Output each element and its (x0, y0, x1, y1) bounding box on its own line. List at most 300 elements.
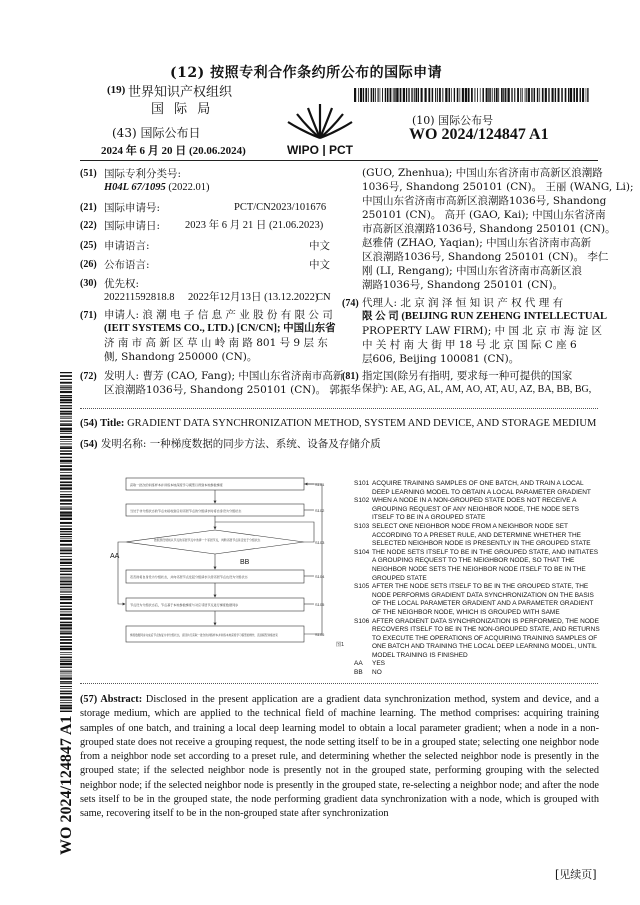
legend-value: ACQUIRE TRAINING SAMPLES OF ONE BATCH, AND TRAIN A LOCAL DEEP LEARNING MODEL TO OBTAIN A LOCAL PARAMETER GRADIENT (372, 480, 591, 496)
legend-value: THE NODE SETS ITSELF TO BE IN THE GROUPED STATE, AND INITIATES A GROUPING REQUEST TO THE NEIGHBOR NODE, SO THAT THE NEIGHBOR NODE SETS THE NEIGHBOR NODE ITSELF TO BE IN THE GROUPED STATE (372, 548, 599, 582)
barcode-bar (60, 413, 72, 415)
barcode-bar (442, 88, 443, 102)
barcode-bar (60, 696, 72, 698)
barcode-bar (471, 88, 473, 102)
barcode-bar (468, 88, 470, 102)
barcode-bar (60, 671, 72, 672)
barcode-bar (565, 88, 567, 102)
barcode-bar (60, 526, 72, 527)
barcode-bar (394, 88, 395, 102)
barcode-bar (451, 88, 452, 102)
barcode-bar (432, 88, 434, 102)
barcode-bar (60, 693, 72, 695)
publication-date: 2024 年 6 月 20 日 (20.06.2024) (101, 145, 246, 157)
publication-date-label: (43) 国际公布日 (112, 126, 201, 140)
legend-entry (354, 497, 602, 523)
barcode-bar (60, 468, 72, 470)
barcode-bar (380, 88, 381, 102)
barcode-bar (503, 88, 504, 102)
barcode-bar (60, 700, 72, 701)
barcode-bar (60, 676, 72, 677)
barcode-bar (60, 606, 72, 607)
barcode-bar (60, 475, 72, 477)
application-number: PCT/CN2023/101676 (234, 202, 327, 213)
barcode-bar (60, 423, 72, 424)
legend-entry (354, 618, 602, 661)
barcode-bar (418, 88, 419, 102)
barcode-bar (539, 88, 540, 102)
inventor-line: 250101 (CN)。 高开 (GAO, Kai); 中国山东省济南 (362, 209, 606, 221)
inventor-line: 赵雅倩 (ZHAO, Yaqian); 中国山东省济南市高新 (362, 237, 592, 249)
barcode-bar (60, 428, 72, 430)
barcode-bar (545, 88, 547, 102)
barcode-bar (517, 88, 519, 102)
barcode-bar (573, 88, 575, 102)
barcode-bar (371, 88, 372, 102)
flow-box-text: 按照预设规则从节点的邻居节点中选择一个邻居节点，判断邻居节点是否处于分组状态 (154, 538, 261, 542)
barcode-bar (60, 397, 72, 398)
applicant-line: 济 南 市 高 新 区 草 山 岭 南 路 801 号 9 层 东 (104, 337, 328, 349)
barcode-bar (373, 88, 374, 102)
barcode-bar (492, 88, 493, 102)
barcode-bar (425, 88, 427, 102)
field-25-label: 申请语言: (104, 240, 150, 252)
field-81-number: (81) (342, 371, 359, 382)
barcode-bar (393, 88, 394, 102)
barcode-bar (60, 421, 72, 422)
title-cn-text: 一种梯度数据的同步方法、系统、设备及存储介质 (149, 438, 381, 450)
barcode-bar (60, 577, 72, 578)
field-26-label: 公布语言: (104, 259, 150, 271)
figure-legend (354, 480, 602, 678)
legend-entry (354, 549, 602, 583)
barcode-bar (60, 544, 72, 546)
inventor-line: 市高新区浪潮路1036号, Shandong 250101 (CN)。 (362, 223, 616, 235)
barcode-bar (60, 411, 72, 413)
abstract-text: Disclosed in the present application are a gradient data synchronization method, system and device, and a storage medium, which are applied to the technical field of machine learning. The method comprises: acquiring training samples of one batch, and training a local deep learning model to obtain a local parameter gradient; when a node in a non-grouped state does not receive a grouping request, the node setting itself to be in a grouped state; selecting one neighbor node from a neighbor node set according to a preset rule, and determining whether the selected neighbor node is presently in the grouped state; if the selected neighbor node is presently not in the grouped state, performing grouping with the selected neighbor node; if the selected neighbor node is presently in the grouped state, re-selecting a neighbor node; and after the node sets itself to be in the grouped state, the node performing gradient data synchronization with a node, which is grouped with same, recovering itself to be in the non-grouped state after synchronization (80, 694, 599, 820)
field-21-label: 国际申请号: (104, 202, 161, 214)
field-21-number: (21) (80, 202, 97, 213)
barcode-bar (60, 463, 72, 464)
barcode-bar (416, 88, 418, 102)
barcode-bar (60, 688, 72, 689)
barcode-bar (60, 491, 72, 492)
agent-line: 限 公 司 (BEIJING RUN ZEHENG INTELLECTUAL (362, 311, 608, 322)
barcode-bar (60, 599, 72, 601)
barcode-bar (526, 88, 527, 102)
barcode-bar (60, 387, 72, 388)
barcode-bar (445, 88, 447, 102)
legend-key: S102 (354, 497, 370, 505)
barcode-bar (60, 652, 72, 653)
barcode-bar (396, 88, 398, 102)
chinese-title-line (80, 436, 381, 451)
barcode-bar (428, 88, 430, 102)
barcode-bar (60, 571, 72, 572)
legend-entry (354, 480, 602, 497)
barcode-bar (390, 88, 392, 102)
barcode-bar (60, 496, 72, 498)
org-field-number: (19) (107, 84, 126, 96)
barcode-bar (548, 88, 549, 102)
barcode-bar (488, 88, 489, 102)
barcode-bar (60, 465, 72, 467)
barcode-bar (60, 574, 72, 576)
inventor-line: 中国山东省济南市高新区浪潮路1036号, Shandong (362, 195, 607, 207)
barcode-bar (555, 88, 556, 102)
barcode-bar (400, 88, 402, 102)
barcode-bar (60, 670, 72, 671)
legend-entry (354, 583, 602, 617)
agent-line: 层606, Beijing 100081 (CN)。 (362, 353, 520, 365)
barcode-bar (534, 88, 535, 102)
barcode-bar (60, 538, 72, 539)
barcode-bar (60, 446, 72, 447)
barcode-bar (525, 88, 526, 102)
legend-value: NO (372, 669, 382, 677)
barcode-bar (60, 686, 72, 687)
barcode-bar (60, 674, 72, 675)
barcode-bar (60, 418, 72, 419)
inventor-line: 区浪潮路1036号, Shandong 250101 (CN)。 郭振华 (104, 384, 361, 396)
field-26-number: (26) (80, 259, 97, 270)
barcode-bar (60, 627, 72, 629)
barcode-bar (60, 436, 72, 438)
title-en-number: (54) (80, 418, 98, 429)
legend-value: SELECT ONE NEIGHBOR NODE FROM A NEIGHBOR NODE SET ACCORDING TO A PRESET RULE, AND DETERMINE WHETHER THE SELECTED NEIGHBOR NODE IS PRESENTLY IN THE GROUPED STATE (372, 522, 591, 548)
barcode-bar (459, 88, 460, 102)
legend-key: S101 (354, 480, 370, 487)
field-74-number: (74) (342, 298, 359, 309)
barcode-bar (505, 88, 506, 102)
barcode-bar (60, 683, 72, 684)
barcode-bar (60, 587, 72, 589)
side-publication-number (58, 710, 78, 855)
barcode-bar (375, 88, 376, 102)
barcode-bar (60, 646, 72, 648)
field-51-label: 国际专利分类号: (104, 168, 182, 180)
barcode-bar (494, 88, 495, 102)
barcode-bar (60, 608, 72, 610)
designated-line: 保护): AE, AG, AL, AM, AO, AT, AU, AZ, BA, BB, BG, (362, 384, 592, 395)
header-rule (80, 160, 598, 161)
barcode-bar (60, 375, 72, 377)
barcode-bar (570, 88, 572, 102)
inventor-line: 发明人: 曹芳 (CAO, Fang); 中国山东省济南市高新 (104, 370, 344, 382)
barcode-bar (60, 596, 72, 598)
figure-number: 图1 (336, 642, 345, 648)
barcode-bar (60, 477, 72, 479)
barcode-bar (587, 88, 588, 102)
barcode-bar (448, 88, 450, 102)
barcode-bar (507, 88, 509, 102)
barcode-bar (60, 389, 72, 390)
barcode-bar (480, 88, 481, 102)
barcode-bar (387, 88, 389, 102)
flow-diamond-s103 (126, 530, 304, 554)
barcode-bar (60, 508, 72, 509)
barcode-bar (465, 88, 467, 102)
step-label: S106 (315, 632, 325, 637)
barcode-bar (60, 514, 72, 516)
barcode-bar (60, 447, 72, 449)
barcode-bar (528, 88, 530, 102)
barcode-bar (60, 624, 72, 626)
barcode-bar (60, 579, 72, 580)
barcode-bar (60, 536, 72, 537)
title-en-label: Title: (100, 418, 125, 429)
legend-key: S103 (354, 522, 370, 530)
step-label: S102 (315, 508, 325, 513)
logo-text: WIPO | PCT (286, 143, 354, 156)
designated-line: 指定国(除另有指明, 要求每一种可提供的国家 (362, 370, 573, 382)
application-date: 2023 年 6 月 21 日 (21.06.2023) (185, 220, 324, 231)
barcode-bar (462, 88, 464, 102)
barcode-bar (457, 88, 459, 102)
step-label: S101 (315, 482, 325, 487)
barcode-bar (60, 705, 72, 707)
inventor-continued-block (362, 166, 634, 292)
barcode-bar (60, 494, 72, 495)
barcode-bar (60, 636, 72, 638)
legend-key: BB (354, 669, 363, 677)
barcode-bar (60, 614, 72, 616)
barcode-bar (582, 88, 584, 102)
barcode-bar (60, 639, 72, 641)
continued-on-next-page: [见续页] (555, 868, 597, 881)
barcode-bar (60, 430, 72, 432)
barcode-bar (477, 88, 478, 102)
barcode-bar (60, 402, 72, 403)
barcode-bar (531, 88, 532, 102)
barcode-bar (520, 88, 521, 102)
barcode-bar (60, 654, 72, 655)
agent-block (362, 296, 608, 366)
field-30-label: 优先权: (104, 278, 140, 290)
barcode-bar (60, 424, 72, 426)
barcode-bar (60, 457, 72, 458)
barcode-bar (60, 472, 72, 473)
title-cn-label: 发明名称: (100, 438, 147, 450)
barcode-bar (60, 391, 72, 393)
english-title-line (80, 418, 596, 429)
barcode-bar (406, 88, 407, 102)
barcode-bar (60, 522, 72, 524)
priority-date: 2022年12月13日 (13.12.2022) (188, 292, 319, 303)
barcode-bar (60, 562, 72, 564)
flow-box-text: 梯度数据同步完成后节点恢复为非分组状态，返回执行获取一批次的训练样本并训练本地深度学习模型的操作，直到模型训练结束 (130, 634, 278, 637)
barcode-bar (60, 499, 72, 501)
barcode-bar (522, 88, 523, 102)
wipo-pct-logo (270, 100, 370, 156)
barcode-bar (378, 88, 379, 102)
barcode-bar (60, 568, 72, 570)
inventor-line: 1036号, Shandong 250101 (CN)。 王丽 (WANG, Li); (362, 181, 634, 193)
flow-box-text: 若否则将自身设为分组状态，并向邻居节点发起分组请求以使邻居节点也设为分组状态 (130, 575, 248, 579)
barcode-bar (496, 88, 498, 102)
barcode-bar (60, 518, 72, 520)
agent-line: 中 关 村 南 大 街 甲 18 号 北 京 国 际 C 座 6 (362, 339, 577, 351)
title-cn-number: (54) (80, 439, 98, 450)
field-25-number: (25) (80, 240, 97, 251)
barcode-bar (60, 602, 72, 604)
barcode-bar (454, 88, 455, 102)
barcode-bar (60, 534, 72, 535)
barcode-bar (498, 88, 499, 102)
barcode-bar (60, 583, 72, 585)
barcode-bar (60, 531, 72, 532)
inventor-line: 区浪潮路1036号, Shandong 250101 (CN)。 李仁 (362, 251, 609, 263)
legend-value: AFTER GRADIENT DATA SYNCHRONIZATION IS PERFORMED, THE NODE RECOVERS ITSELF TO BE IN THE NON-GROUPED STATE, AND RETURNS TO EXECUTE THE OPERATIONS OF ACQUIRING TRAINING SAMPLES OF ONE BATCH AND TRAINING THE LOCAL DEEP LEARNING MODEL, UNTIL MODEL TRAINING IS FINISHED (372, 617, 600, 659)
barcode-bar (482, 88, 483, 102)
barcode-bar (586, 88, 587, 102)
priority-country: CN (316, 292, 331, 303)
field-22-number: (22) (80, 220, 97, 231)
barcode-bar (60, 460, 72, 462)
agent-line: PROPERTY LAW FIRM); 中 国 北 京 市 海 淀 区 (362, 325, 602, 337)
barcode-bar (60, 642, 72, 644)
barcode-bar (60, 372, 72, 373)
barcode-bar (60, 443, 72, 444)
organization-name: 世界知识产权组织 (128, 85, 233, 100)
legend-entry (354, 669, 602, 678)
yes-branch-label: AA (110, 553, 120, 560)
barcode-bar (60, 565, 72, 566)
barcode-bar (568, 88, 569, 102)
barcode-bar (60, 677, 72, 679)
barcode-bar (60, 707, 72, 709)
field-71-number: (71) (80, 310, 97, 321)
barcode-bar (411, 88, 412, 102)
document-type-title: (12) 按照专利合作条约所公布的国际申请 (170, 65, 443, 81)
barcode-bar (382, 88, 383, 102)
barcode-bar (60, 507, 72, 508)
barcode-bar (60, 556, 72, 557)
barcode-bar (60, 631, 72, 632)
barcode-bar (60, 484, 72, 486)
title-separator (80, 408, 598, 409)
barcode-bar (60, 399, 72, 401)
step-label: S103 (315, 540, 325, 545)
barcode-bar (60, 611, 72, 612)
no-branch-label: BB (240, 559, 250, 566)
legend-value: AFTER THE NODE SETS ITSELF TO BE IN THE GROUPED STATE, THE NODE PERFORMS GRADIENT DATA SYNCHRONIZATION ON THE BASIS OF THE LOCAL PARAMETER GRADIENT AND A PARAMETER GRADIENT OF THE NEIGHBOR NODE, WHICH IS GROUPED WITH SAME (372, 583, 594, 616)
barcode-bar (60, 581, 72, 583)
barcode-bar (60, 648, 72, 650)
abstract-separator (80, 683, 598, 684)
legend-key: S105 (354, 583, 370, 591)
barcode-bar (60, 433, 72, 434)
side-publication-number-text: WO 2024/124847 A1 (58, 715, 75, 855)
ipc-date: (2022.01) (168, 182, 210, 193)
barcode-bar (60, 503, 72, 505)
field-22-label: 国际申请日: (104, 220, 161, 232)
barcode-bar (435, 88, 436, 102)
field-30-number: (30) (80, 278, 97, 289)
barcode-bar (60, 453, 72, 455)
barcode-bar (60, 594, 72, 595)
barcode-bar (60, 405, 72, 406)
barcode-bar (60, 487, 72, 489)
ipc-code: H04L 67/1095 (104, 182, 166, 193)
applicant-line: (IEIT SYSTEMS CO., LTD.) [CN/CN]; 中国山东省 (104, 323, 336, 334)
barcode-bar (60, 622, 72, 624)
barcode-bar (60, 553, 72, 555)
barcode-bar (60, 590, 72, 591)
flowchart-figure (108, 474, 348, 650)
barcode-bar (60, 439, 72, 440)
barcode-bar (60, 408, 72, 409)
barcode-bar (408, 88, 409, 102)
barcode-bar (60, 632, 72, 634)
barcode-bar (60, 540, 72, 542)
legend-key: S104 (354, 548, 370, 556)
side-barcode (60, 372, 72, 712)
barcode-bar (60, 385, 72, 386)
barcode-bar (60, 481, 72, 483)
barcode-bar (60, 548, 72, 549)
step-label: S104 (315, 574, 325, 579)
flow-box-text: 当处于非分组状态的节点未接收到任何邻居节点的分组请求时将自身设为分组状态 (130, 509, 242, 513)
priority-number: 202211592818.8 (104, 292, 175, 303)
legend-key: S106 (354, 617, 370, 625)
barcode-bar (576, 88, 578, 102)
barcode-bar (60, 511, 72, 513)
barcode-bar (501, 88, 503, 102)
barcode-bar (60, 559, 72, 561)
barcode-bar (60, 379, 72, 380)
barcode-bar (580, 88, 581, 102)
step-label: S105 (315, 602, 325, 607)
barcode-bar (60, 549, 72, 551)
applicant-block (104, 308, 336, 364)
barcode-bar (537, 88, 538, 102)
barcode-bar (60, 659, 72, 660)
inventor-line: (GUO, Zhenhua); 中国山东省济南市高新区浪潮路 (362, 167, 603, 179)
agent-line: 代理人: 北 京 润 泽 恒 知 识 产 权 代 理 有 (362, 297, 564, 309)
barcode-bar (60, 416, 72, 417)
flow-box-text: 获取一批次的训练样本并训练本地深度学习模型以得到本地参数梯度 (130, 483, 223, 487)
barcode-bar (421, 88, 423, 102)
publication-language: 中文 (309, 259, 330, 271)
inventor-line: 潮路1036号, Shandong 250101 (CN)。 (362, 279, 564, 291)
barcode-bar (558, 88, 560, 102)
legend-value: YES (372, 660, 386, 668)
barcode-bar (60, 450, 72, 451)
applicant-line: 侧, Shandong 250000 (CN)。 (104, 351, 258, 363)
barcode-bar (60, 657, 72, 659)
barcode-bar (60, 382, 72, 384)
barcode-bar (561, 88, 562, 102)
flow-box-text: 节点设为分组状态后，节点基于本地参数梯度与对应邻居节点进行梯度数据同步 (130, 603, 239, 607)
barcode-bar (439, 88, 441, 102)
barcode-bar (542, 88, 544, 102)
barcode-bar (552, 88, 554, 102)
barcode-bar (490, 88, 491, 102)
barcode-bar (474, 88, 475, 102)
barcode-bar (60, 591, 72, 592)
legend-key: AA (354, 660, 363, 668)
legend-value: WHEN A NODE IN A NON-GROUPED STATE DOES NOT RECEIVE A GROUPING REQUEST OF ANY NEIGHBOR NODE, THE NODE SETS ITSELF TO BE IN A GROUPED STATE (372, 497, 579, 522)
barcode-bar (60, 663, 72, 665)
top-barcode (354, 88, 590, 102)
publication-number-label: (10) 国际公布号 (412, 114, 494, 127)
barcode-bar (403, 88, 405, 102)
barcode-bar (60, 528, 72, 530)
inventor-line: 刚 (LI, Rengang); 中国山东省济南市高新区浪 (362, 265, 583, 277)
barcode-bar (60, 691, 72, 692)
bureau-name: 国 际 局 (151, 102, 214, 117)
